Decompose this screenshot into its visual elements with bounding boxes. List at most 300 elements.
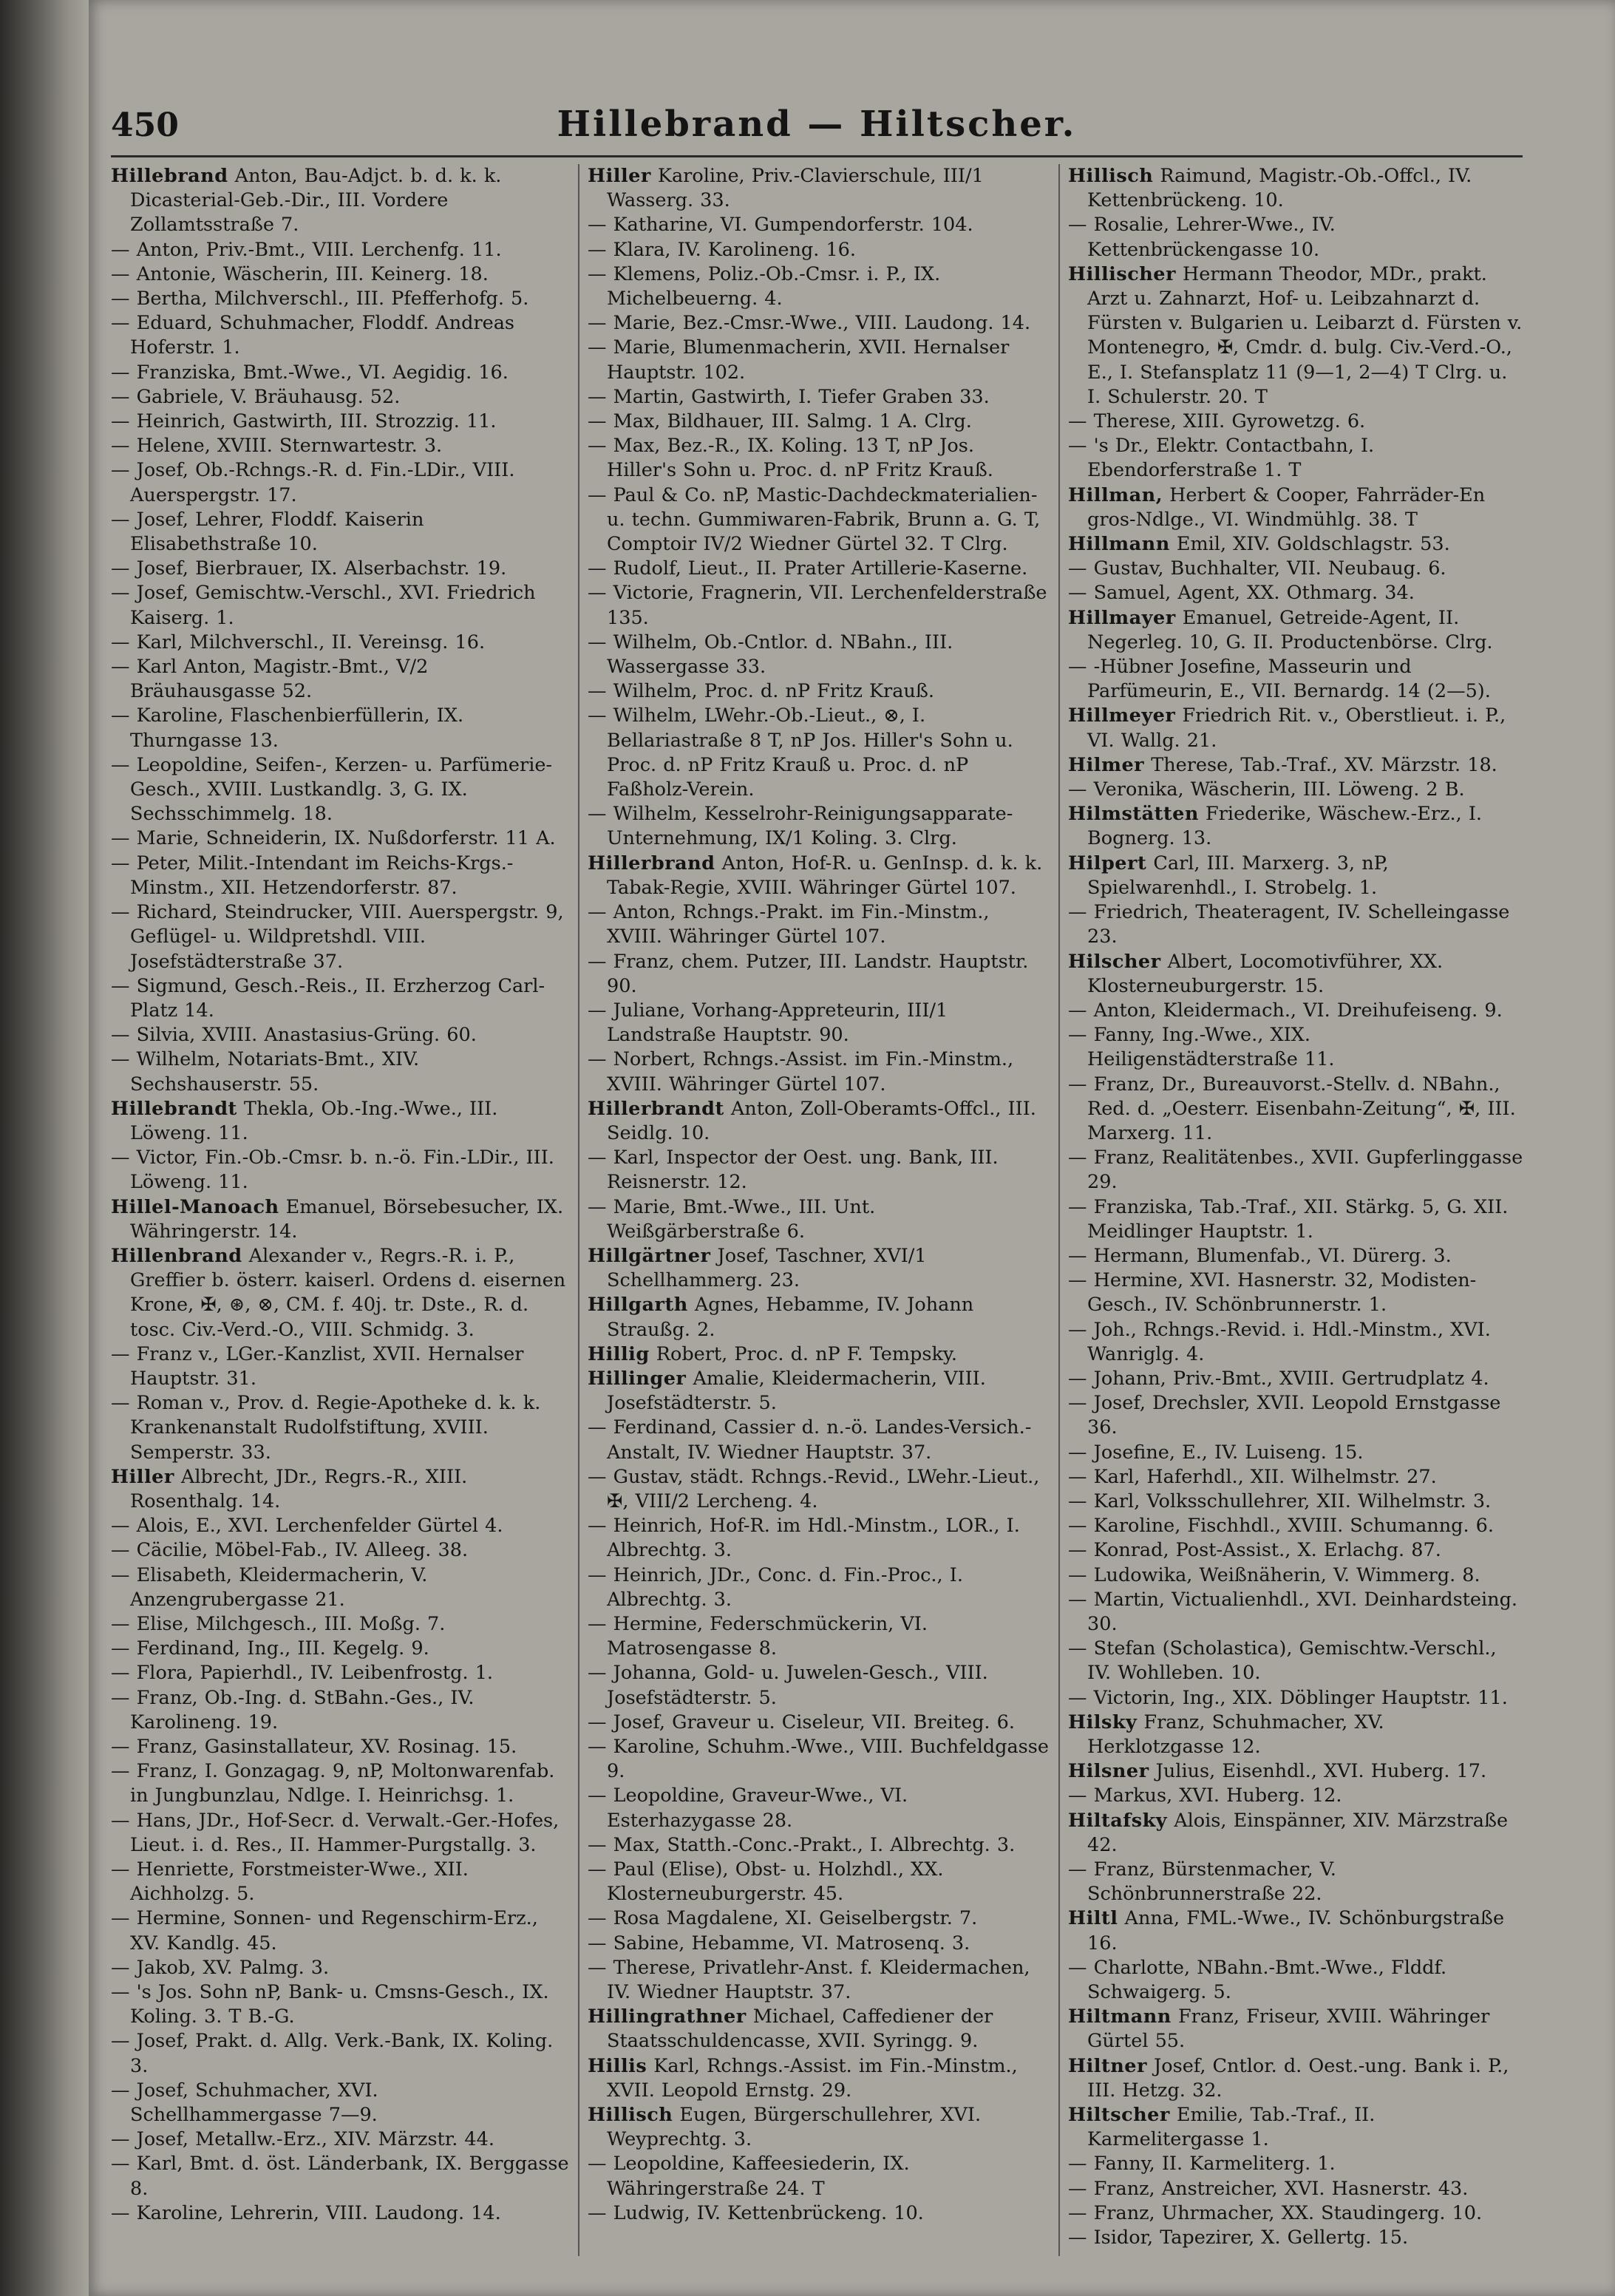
entry-text: — Karoline, Schuhm.-Wwe., VIII. Buchfeldgasse 9. [588, 1736, 1049, 1783]
entry-surname: Hillmayer [1068, 606, 1176, 629]
entry-text: — Hans, JDr., Hof-Secr. d. Verwalt.-Ger.-Hofes, Lieut. i. d. Res., II. Hammer-Purgstallg. 3. [111, 1809, 560, 1856]
entry-text: — Max, Bildhauer, III. Salmg. 1 A. Clrg. [588, 410, 972, 433]
directory-entry [588, 2152, 1050, 2201]
entry-text: — Franz, Uhrmacher, XX. Staudingerg. 10. [1068, 2201, 1483, 2224]
entry-surname: Hillebrandt [111, 1097, 237, 1120]
entry-text: — Max, Statth.-Conc.-Prakt., I. Albrechtg. 3. [588, 1833, 1016, 1856]
entry-text: Emilie, Tab.-Traf., II. Karmelitergasse 1. [1087, 2104, 1376, 2151]
directory-entry [1068, 483, 1526, 532]
entry-text: — Isidor, Tapezirer, X. Gellertg. 15. [1068, 2227, 1409, 2249]
entry-text: — Josefine, E., IV. Luiseng. 15. [1068, 1441, 1364, 1464]
entry-text: — Joh., Rchngs.-Revid. i. Hdl.-Minstm., XVI. Wanriglg. 4. [1068, 1318, 1491, 1365]
entry-text: — Marie, Blumenmacherin, XVII. Hernalser Hauptstr. 102. [588, 336, 1010, 384]
entry-text: — Josef, Ob.-Rchngs.-R. d. Fin.-LDir., VIII. Auerspergstr. 17. [111, 459, 515, 506]
entry-text: Alois, Einspänner, XIV. Märzstraße 42. [1087, 1809, 1509, 1856]
directory-entry [588, 213, 1050, 237]
directory-entry [111, 557, 569, 581]
entry-text: — Gabriele, V. Bräuhausg. 52. [111, 385, 401, 408]
entry-surname: Hilsky [1068, 1711, 1138, 1733]
entry-surname: Hillebrand [111, 165, 228, 187]
entry-text: — Victor, Fin.-Ob.-Cmsr. b. n.-ö. Fin.-LDir., III. Löweng. 11. [111, 1147, 554, 1194]
directory-entry [588, 483, 1050, 557]
entry-text: — Johann, Priv.-Bmt., XVIII. Gertrudplatz 4. [1068, 1367, 1489, 1390]
entry-surname: Hiltner [1068, 2054, 1147, 2077]
entry-text: Amalie, Kleidermacherin, VIII. Josefstädterstr. 5. [607, 1367, 986, 1415]
directory-entry [588, 581, 1050, 630]
entry-text: — Eduard, Schuhmacher, Floddf. Andreas Hoferstr. 1. [111, 312, 515, 359]
entry-text: — Karoline, Fischhdl., XVIII. Schumanng. 6. [1068, 1515, 1494, 1538]
directory-entry [111, 2029, 569, 2078]
entry-text: — Karl, Bmt. d. öst. Länderbank, IX. Berggasse 8. [111, 2153, 569, 2200]
entry-text: — Karoline, Flaschenbierfüllerin, IX. Thurngasse 13. [111, 704, 464, 752]
entry-text: — Rosa Magdalene, XI. Geiselbergstr. 7. [588, 1907, 978, 1930]
directory-entry [1068, 1073, 1526, 1147]
entry-text: — Franziska, Tab.-Traf., XII. Stärkg. 5, G. XII. Meidlinger Hauptstr. 1. [1068, 1195, 1509, 1243]
directory-entry [588, 1097, 1050, 1146]
entry-text: Alexander v., Regrs.-R. i. P., Greffier b. österr. kaiserl. Ordens d. eisernen Krone, ✠, ⊛, ⊗, CM. f. 40j. tr. Dste., R. d. tosc. Civ.-Verd.-O., VIII. Schmidg. 3. [130, 1244, 566, 1341]
entry-text: — Ludowika, Weißnäherin, V. Wimmerg. 8. [1068, 1563, 1480, 1586]
entry-text: — Therese, Privatlehr-Anst. f. Kleidermachen, IV. Wiedner Hauptstr. 37. [588, 1956, 1030, 2004]
directory-entry [1068, 950, 1526, 999]
entry-surname: Hiltl [1068, 1907, 1118, 1930]
entry-text: — Victorie, Fragnerin, VII. Lerchenfelderstraße 135. [588, 582, 1047, 629]
entry-text: — Victorin, Ing., XIX. Döblinger Hauptstr. 11. [1068, 1686, 1508, 1709]
entry-text: — Franz, Anstreicher, XVI. Hasnerstr. 43. [1068, 2177, 1469, 2200]
directory-entry [1068, 1146, 1526, 1195]
entry-text: — Hermine, XVI. Hasnerstr. 32, Modisten-Gesch., IV. Schönbrunnerstr. 1. [1068, 1269, 1477, 1317]
entry-text: — Josef, Graveur u. Ciseleur, VII. Breiteg. 6. [588, 1711, 1015, 1733]
running-title: Hillebrand — Hiltscher. [557, 103, 1077, 145]
entry-text: Karoline, Priv.-Clavierschule, III/1 Wasserg. 33. [607, 165, 984, 212]
directory-entry [588, 1906, 1050, 1931]
entry-text: — Charlotte, NBahn.-Bmt.-Wwe., Flddf. Schwaigerg. 5. [1068, 1956, 1447, 2004]
page-header [111, 103, 1523, 155]
directory-entry [111, 1612, 569, 1637]
directory-entry [111, 1686, 569, 1735]
entry-text: — Paul (Elise), Obst- u. Holzhdl., XX. Klosterneuburgerstr. 45. [588, 1858, 944, 1906]
directory-entry [1068, 1244, 1526, 1268]
entry-text: — Jakob, XV. Palmg. 3. [111, 1956, 330, 1979]
entry-text: — Heinrich, Gastwirth, III. Strozzig. 11. [111, 410, 497, 433]
entry-text: — Peter, Milit.-Intendant im Reichs-Krgs.-Minstm., XII. Hetzendorferstr. 87. [111, 852, 514, 899]
entry-text: — Anton, Rchngs.-Prakt. im Fin.-Minstm., XVIII. Währinger Gürtel 107. [588, 901, 990, 948]
entry-text: — Leopoldine, Graveur-Wwe., VI. Esterhazygasse 28. [588, 1784, 908, 1832]
entry-text: — Antonie, Wäscherin, III. Keinerg. 18. [111, 262, 489, 285]
entry-text: — Katharine, VI. Gumpendorferstr. 104. [588, 214, 973, 237]
directory-entry [588, 262, 1050, 311]
directory-entry [1068, 2226, 1526, 2250]
entry-text: Emanuel, Getreide-Agent, II. Negerleg. 10, G. II. Productenbörse. Clrg. [1087, 606, 1493, 653]
entry-text: — Veronika, Wäscherin, III. Löweng. 2 B. [1068, 778, 1465, 801]
entry-text: — Hermine, Federschmückerin, VI. Matrosengasse 8. [588, 1612, 928, 1660]
directory-entry [111, 1735, 569, 1759]
directory-entry [588, 2005, 1050, 2054]
directory-entry [588, 1146, 1050, 1195]
directory-entry [1068, 999, 1526, 1023]
entry-text: Emil, XIV. Goldschlagstr. 53. [1169, 533, 1450, 556]
entry-text: — Elise, Milchgesch., III. Moßg. 7. [111, 1612, 446, 1635]
entry-surname: Hiller [111, 1465, 174, 1488]
entry-surname: Hillgärtner [588, 1244, 711, 1267]
entry-text: — Ludwig, IV. Kettenbrückeng. 10. [588, 2201, 924, 2224]
entry-text: — Alois, E., XVI. Lerchenfelder Gürtel 4. [111, 1515, 503, 1538]
directory-entry [111, 1906, 569, 1955]
directory-entry [1068, 1514, 1526, 1538]
column-2 [588, 164, 1050, 2271]
entry-text: — Markus, XVI. Huberg. 12. [1068, 1784, 1342, 1807]
entry-text: — Friedrich, Theateragent, IV. Schelleingasse 23. [1068, 901, 1510, 948]
directory-entry [111, 262, 569, 287]
directory-entry [111, 2079, 569, 2127]
directory-entry [111, 1195, 569, 1244]
directory-entry [588, 1047, 1050, 1096]
entry-text: — Klara, IV. Karolineng. 16. [588, 238, 856, 261]
directory-entry [588, 950, 1050, 999]
directory-entry [1068, 532, 1526, 557]
entry-text: — Ferdinand, Ing., III. Kegelg. 9. [111, 1637, 429, 1660]
entry-text: Karl, Rchngs.-Assist. im Fin.-Minstm., XVII. Leopold Ernstg. 29. [607, 2054, 1018, 2102]
directory-entry [1068, 1268, 1526, 1317]
entry-surname: Hillman, [1068, 483, 1163, 506]
directory-entry [111, 1809, 569, 1858]
entry-text: — Sabine, Hebamme, VI. Matrosenq. 3. [588, 1932, 970, 1954]
entry-text: — Heinrich, Hof-R. im Hdl.-Minstm., LOR., I. Albrechtg. 3. [588, 1515, 1020, 1562]
entry-text: — Karl, Volksschullehrer, XII. Wilhelmstr. 3. [1068, 1490, 1492, 1512]
directory-entry [1068, 1858, 1526, 1906]
entry-text: — Josef, Gemischtw.-Verschl., XVI. Friedrich Kaiserg. 1. [111, 582, 536, 629]
entry-text: Herbert & Cooper, Fahrräder-En gros-Ndlge., VI. Windmühlg. 38. T [1087, 483, 1486, 531]
directory-entry [1068, 2201, 1526, 2226]
entry-text: Josef, Taschner, XVI/1 Schellhammerg. 23. [607, 1244, 927, 1292]
directory-entry [1068, 1441, 1526, 1465]
entry-text: — Fanny, Ing.-Wwe., XIX. Heiligenstädterstraße 11. [1068, 1024, 1335, 1071]
directory-entry [588, 1612, 1050, 1661]
entry-text: — Max, Bez.-R., IX. Koling. 13 T, nP Jos. Hiller's Sohn u. Proc. d. nP Fritz Krauß. [588, 435, 993, 482]
entry-surname: Hillmann [1068, 533, 1170, 556]
directory-entry [111, 826, 569, 851]
directory-entry [111, 164, 569, 238]
directory-entry [588, 1833, 1050, 1858]
entry-surname: Hillingrathner [588, 2005, 747, 2028]
entry-text: — Roman v., Prov. d. Regie-Apotheke d. k. k. Krankenanstalt Rudolfstiftung, XVIII. Semperstr. 33. [111, 1392, 541, 1464]
entry-surname: Hiller [588, 165, 651, 187]
directory-entry [1068, 2054, 1526, 2103]
entry-text: — Rosalie, Lehrer-Wwe., IV. Kettenbrückengasse 10. [1068, 214, 1336, 261]
entry-text: — Samuel, Agent, XX. Othmarg. 34. [1068, 582, 1415, 605]
entry-surname: Hillerbrand [588, 852, 715, 874]
column-3 [1068, 164, 1526, 2271]
directory-entry [111, 655, 569, 704]
entry-text: — Johanna, Gold- u. Juwelen-Gesch., VIII. Josefstädterstr. 5. [588, 1662, 988, 1709]
directory-entry [588, 238, 1050, 262]
entry-text: — Karl Anton, Magistr.-Bmt., V/2 Bräuhausgasse 52. [111, 656, 429, 703]
entry-text: — 's Jos. Sohn nP, Bank- u. Cmsns-Gesch., IX. Koling. 3. T B.-G. [111, 1981, 549, 2028]
directory-entry [1068, 655, 1526, 704]
entry-text: — Konrad, Post-Assist., X. Erlachg. 87. [1068, 1539, 1441, 1562]
entry-surname: Hillisch [588, 2104, 673, 2127]
entry-text: — Anton, Kleidermach., VI. Dreihufeiseng. 9. [1068, 999, 1503, 1022]
directory-entry [1068, 434, 1526, 483]
entry-text: — Franz v., LGer.-Kanzlist, XVII. Hernalser Hauptstr. 31. [111, 1342, 524, 1390]
directory-entry [111, 1342, 569, 1391]
directory-entry [1068, 410, 1526, 434]
directory-entry [588, 164, 1050, 213]
directory-entry [111, 631, 569, 655]
entry-surname: Hilpert [1068, 852, 1147, 874]
directory-entry [1068, 2152, 1526, 2176]
directory-entry [111, 2127, 569, 2152]
directory-entry [588, 434, 1050, 483]
entry-text: Josef, Cntlor. d. Oest.-ung. Bank i. P., III. Hetzg. 32. [1087, 2054, 1509, 2102]
directory-entry [588, 802, 1050, 851]
directory-entry [1068, 1367, 1526, 1391]
entry-text: — Norbert, Rchngs.-Assist. im Fin.-Minstm., XVIII. Währinger Gürtel 107. [588, 1048, 1014, 1096]
directory-entry [111, 1047, 569, 1096]
page-number: 450 [111, 106, 179, 144]
directory-entry [588, 1195, 1050, 1244]
entry-text: — Rudolf, Lieut., II. Prater Artillerie-Kaserne. [588, 557, 1028, 580]
entry-surname: Hilsner [1068, 1760, 1149, 1783]
directory-entry [111, 458, 569, 507]
entry-text: — Juliane, Vorhang-Appreteurin, III/1 Landstraße Hauptstr. 90. [588, 999, 948, 1047]
entry-text: Albert, Locomotivführer, XX. Klosterneuburgerstr. 15. [1087, 950, 1444, 997]
directory-entry [1068, 1759, 1526, 1784]
directory-entry [111, 1391, 569, 1465]
directory-entry [588, 1784, 1050, 1833]
directory-entry [588, 1858, 1050, 1906]
entry-text: — Wilhelm, Notariats-Bmt., XIV. Sechshauserstr. 55. [111, 1048, 420, 1096]
entry-surname: Hillerbrandt [588, 1097, 724, 1120]
entry-text: — Klemens, Poliz.-Ob.-Cmsr. i. P., IX. Michelbeuerng. 4. [588, 262, 941, 310]
directory-entry [1068, 557, 1526, 581]
entry-text: — Karoline, Lehrerin, VIII. Laudong. 14. [111, 2201, 501, 2224]
entry-text: — Franz, Gasinstallateur, XV. Rosinag. 15. [111, 1736, 517, 1758]
directory-entry [1068, 852, 1526, 900]
entry-text: Anton, Zoll-Oberamts-Offcl., III. Seidlg. 10. [607, 1097, 1036, 1144]
directory-entry [1068, 2103, 1526, 2152]
entry-text: Hermann Theodor, MDr., prakt. Arzt u. Zahnarzt, Hof- u. Leibzahnarzt d. Fürsten v. Bulgarien u. Leibarzt d. Fürsten v. Montenegro, ✠, Cmdr. d. bulg. Civ.-Verd.-O., E., I. Stefansplatz 11 (9—1, 2—4) T Clrg. u. I. Schulerstr. 20. T [1087, 262, 1523, 408]
directory-entry [111, 287, 569, 311]
entry-text: — Martin, Gastwirth, I. Tiefer Graben 33. [588, 385, 990, 408]
entry-text: Anton, Bau-Adjct. b. d. k. k. Dicasterial-Geb.-Dir., III. Vordere Zollamtsstraße 7. [130, 165, 502, 237]
directory-entry [1068, 704, 1526, 753]
directory-entry [588, 1465, 1050, 1514]
directory-entry [111, 704, 569, 753]
directory-entry [111, 581, 569, 630]
column-divider [578, 164, 579, 2256]
directory-entry [1068, 1637, 1526, 1685]
directory-entry [111, 311, 569, 360]
directory-entry [1068, 581, 1526, 605]
entry-text: — Therese, XIII. Gyrowetzg. 6. [1068, 410, 1366, 433]
directory-entry [111, 361, 569, 385]
entry-text: — Bertha, Milchverschl., III. Pfefferhofg. 5. [111, 288, 529, 310]
directory-entry [588, 385, 1050, 410]
entry-text: Robert, Proc. d. nP F. Tempsky. [649, 1342, 958, 1365]
entry-surname: Hillenbrand [111, 1244, 242, 1267]
directory-entry [111, 1023, 569, 1047]
directory-entry [111, 385, 569, 410]
entry-text: — Cäcilie, Möbel-Fab., IV. Alleeg. 38. [111, 1539, 469, 1562]
entry-surname: Hillinger [588, 1367, 687, 1390]
entry-surname: Hillischer [1068, 262, 1176, 285]
column-1 [111, 164, 569, 2271]
entry-text: — Hermine, Sonnen- und Regenschirm-Erz., XV. Kandlg. 45. [111, 1907, 538, 1954]
entry-text: — Marie, Bmt.-Wwe., III. Unt. Weißgärberstraße 6. [588, 1195, 876, 1243]
entry-text: — Paul & Co. nP, Mastic-Dachdeckmaterialien- u. techn. Gummiwaren-Fabrik, Brunn a. G. T, Comptoir IV/2 Wiedner Gürtel 32. T Clrg. [588, 483, 1041, 556]
directory-entry [1068, 1563, 1526, 1588]
directory-entry [588, 1416, 1050, 1464]
entry-text: — Josef, Drechsler, XVII. Leopold Ernstgasse 36. [1068, 1392, 1501, 1439]
directory-entry [111, 1538, 569, 1563]
directory-entry [111, 1956, 569, 1980]
entry-text: — Marie, Schneiderin, IX. Nußdorferstr. 11 A. [111, 827, 556, 850]
directory-entry [1068, 1956, 1526, 2005]
directory-entry [111, 434, 569, 458]
entry-text: — Karl, Haferhdl., XII. Wilhelmstr. 27. [1068, 1465, 1437, 1488]
directory-entry [111, 852, 569, 900]
directory-entry [1068, 1784, 1526, 1808]
entry-text: Friederike, Wäschew.-Erz., I. Bognerg. 13. [1087, 803, 1483, 850]
directory-entry [588, 1293, 1050, 1342]
directory-entry [588, 631, 1050, 679]
entry-text: — Richard, Steindrucker, VIII. Auerspergstr. 9, Geflügel- u. Wildpretshdl. VIII. Josefstädterstraße 37. [111, 901, 564, 973]
directory-entry [588, 900, 1050, 949]
directory-entry [588, 557, 1050, 581]
entry-text: Carl, III. Marxerg. 3, nP, Spielwarenhdl., I. Strobelg. 1. [1087, 852, 1389, 899]
directory-entry [111, 900, 569, 974]
directory-entry [1068, 1023, 1526, 1072]
directory-entry [588, 336, 1050, 384]
entry-surname: Hilmstätten [1068, 803, 1199, 826]
directory-entry [588, 704, 1050, 802]
entry-text: Friedrich Rit. v., Oberstlieut. i. P., VI. Wallg. 21. [1087, 704, 1506, 752]
entry-text: — Gustav, Buchhalter, VII. Neubaug. 6. [1068, 557, 1446, 580]
directory-entry [1068, 1588, 1526, 1637]
entry-text: Raimund, Magistr.-Ob.-Offcl., IV. Kettenbrückeng. 10. [1087, 165, 1472, 212]
entry-text: — Josef, Metallw.-Erz., XIV. Märzstr. 44. [111, 2128, 494, 2151]
directory-entry [1068, 262, 1526, 410]
directory-entry [1068, 1906, 1526, 1955]
entry-text: Michael, Caffediener der Staatsschuldencasse, XVII. Syringg. 9. [607, 2005, 993, 2053]
directory-entry [111, 238, 569, 262]
directory-entry [588, 852, 1050, 900]
entry-text: — Marie, Bez.-Cmsr.-Wwe., VIII. Laudong. 14. [588, 312, 1031, 335]
entry-text: — Elisabeth, Kleidermacherin, V. Anzengrubergasse 21. [111, 1563, 428, 1611]
directory-entry [111, 1514, 569, 1538]
entry-surname: Hillisch [1068, 165, 1154, 187]
entry-text: — Martin, Victualienhdl., XVI. Deinhardsteing. 30. [1068, 1588, 1518, 1635]
header-rule [111, 155, 1523, 157]
directory-entry [588, 1661, 1050, 1710]
entry-text: Franz, Schuhmacher, XV. Herklotzgasse 12. [1087, 1711, 1384, 1758]
entry-text: — Henriette, Forstmeister-Wwe., XII. Aichholzg. 5. [111, 1858, 469, 1906]
entry-surname: Hiltmann [1068, 2005, 1172, 2028]
entry-text: — Josef, Bierbrauer, IX. Alserbachstr. 19. [111, 557, 507, 580]
directory-entry [588, 1367, 1050, 1416]
directory-entry [1068, 778, 1526, 802]
directory-entry [588, 679, 1050, 704]
directory-entry [111, 1146, 569, 1195]
directory-entry [588, 1514, 1050, 1563]
entry-text: Emanuel, Börsebesucher, IX. Währingerstr. 14. [130, 1195, 564, 1243]
directory-entry [111, 1637, 569, 1661]
directory-entry [111, 2152, 569, 2201]
entry-text: Eugen, Bürgerschullehrer, XVI. Weyprechtg. 3. [607, 2104, 982, 2151]
entry-text: — Wilhelm, Ob.-Cntlor. d. NBahn., III. Wassergasse 33. [588, 631, 953, 679]
entry-text: — Gustav, städt. Rchngs.-Revid., LWehr.-Lieut., ✠, VIII/2 Lercheng. 4. [588, 1465, 1040, 1512]
entry-text: — Stefan (Scholastica), Gemischtw.-Verschl., IV. Wohlleben. 10. [1068, 1637, 1497, 1685]
directory-entry [1068, 753, 1526, 778]
entry-text: — Fanny, II. Karmeliterg. 1. [1068, 2153, 1336, 2176]
entry-text: — 's Dr., Elektr. Contactbahn, I. Ebendorferstraße 1. T [1068, 435, 1375, 482]
directory-entry [1068, 1318, 1526, 1367]
directory-entry [1068, 2005, 1526, 2054]
directory-entry [588, 2201, 1050, 2226]
entry-text: — Silvia, XVIII. Anastasius-Grüng. 60. [111, 1024, 477, 1047]
directory-entry [588, 1563, 1050, 1612]
directory-entry [1068, 1490, 1526, 1514]
directory-entry [1068, 1686, 1526, 1711]
entry-surname: Hiltafsky [1068, 1809, 1168, 1832]
directory-entry [588, 999, 1050, 1047]
directory-entry [111, 974, 569, 1023]
directory-entry [588, 1711, 1050, 1735]
entry-text: — Franziska, Bmt.-Wwe., VI. Aegidig. 16. [111, 361, 509, 384]
directory-entry [111, 2201, 569, 2226]
entry-text: Therese, Tab.-Traf., XV. Märzstr. 18. [1144, 753, 1497, 776]
directory-entry [111, 1244, 569, 1342]
directory-entry [1068, 1391, 1526, 1440]
entry-text: — Leopoldine, Seifen-, Kerzen- u. Parfümerie-Gesch., XVIII. Lustkandlg. 3, G. IX. Sechsschimmelg. 18. [111, 753, 553, 826]
entry-text: — Flora, Papierhdl., IV. Leibenfrostg. 1. [111, 1662, 494, 1685]
entry-text: — Josef, Schuhmacher, XVI. Schellhammergasse 7—9. [111, 2079, 378, 2127]
directory-entry [111, 1465, 569, 1514]
directory-entry [111, 1759, 569, 1808]
entry-text: — Josef, Prakt. d. Allg. Verk.-Bank, IX. Koling. 3. [111, 2030, 554, 2077]
directory-entry [1068, 606, 1526, 655]
entry-text: — Anton, Priv.-Bmt., VIII. Lerchenfg. 11. [111, 238, 502, 261]
entry-text: — Franz, Bürstenmacher, V. Schönbrunnerstraße 22. [1068, 1858, 1336, 1906]
entry-text: — Wilhelm, Kesselrohr-Reinigungsapparate-Unternehmung, IX/1 Koling. 3. Clrg. [588, 803, 1013, 850]
directory-entry [111, 410, 569, 434]
entry-surname: Hillmeyer [1068, 704, 1176, 727]
directory-entry [588, 1956, 1050, 2005]
directory-entry [588, 410, 1050, 434]
directory-entry [588, 1735, 1050, 1784]
entry-text: — Ferdinand, Cassier d. n.-ö. Landes-Versich.-Anstalt, IV. Wiedner Hauptstr. 37. [588, 1416, 1032, 1464]
directory-entry [1068, 213, 1526, 262]
directory-entry [588, 2054, 1050, 2103]
entry-text: Thekla, Ob.-Ing.-Wwe., III. Löweng. 11. [130, 1097, 498, 1144]
entry-text: Franz, Friseur, XVIII. Währinger Gürtel 55. [1087, 2005, 1490, 2053]
entry-text: — Wilhelm, LWehr.-Ob.-Lieut., ⊗, I. Bellariastraße 8 T, nP Jos. Hiller's Sohn u. Proc. d. nP Fritz Krauß u. Proc. d. nP Faßholz-Verein. [588, 704, 1013, 801]
directory-entry [588, 2103, 1050, 2152]
entry-text: — Leopoldine, Kaffeesiederin, IX. Währingerstraße 24. T [588, 2153, 910, 2200]
entry-surname: Hillig [588, 1342, 650, 1365]
directory-entry [1068, 900, 1526, 949]
book-binding [0, 0, 89, 2296]
directory-entry [1068, 1465, 1526, 1490]
directory-entry [1068, 1711, 1526, 1759]
directory-entry [111, 753, 569, 827]
entry-text: — Karl, Inspector der Oest. ung. Bank, III. Reisnerstr. 12. [588, 1147, 999, 1194]
entry-text: — Franz, Realitätenbes., XVII. Gupferlinggasse 29. [1068, 1147, 1523, 1194]
entry-text: Albrecht, JDr., Regrs.-R., XIII. Rosenthalg. 14. [130, 1465, 468, 1512]
entry-text: — Karl, Milchverschl., II. Vereinsg. 16. [111, 631, 486, 653]
directory-entry [111, 1980, 569, 2029]
entry-text: — Josef, Lehrer, Floddf. Kaiserin Elisabethstraße 10. [111, 508, 424, 556]
